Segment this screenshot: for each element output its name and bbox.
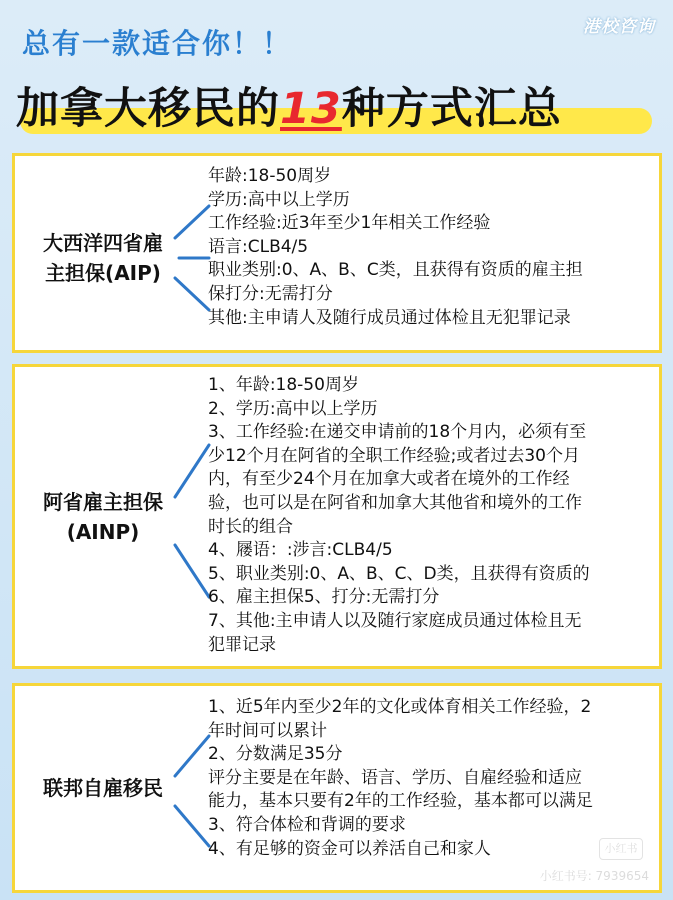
detail-line: 犯罪记录 xyxy=(208,634,276,655)
detail-line: 4、屦语：:涉言:CLB4/5 xyxy=(208,540,393,561)
card-details xyxy=(208,374,590,657)
card-label-line: (AINP) xyxy=(66,520,140,544)
detail-line: 职业类别:0、A、B、C类，且获得有资质的雇主担 xyxy=(208,260,583,281)
card-label xyxy=(23,487,183,547)
detail-line: 内，有至少24个月在加拿大或者在境外的工作经 xyxy=(208,469,570,490)
detail-line: 评分主要是在年龄、语言、学历、自雇经验和适应 xyxy=(208,767,582,788)
detail-line: 3、符合体检和背调的要求 xyxy=(208,814,406,835)
detail-line: 1、年龄:18-50周岁 xyxy=(208,375,359,395)
detail-line: 年时间可以累计 xyxy=(208,720,327,741)
detail-line: 7、其他:主申请人以及随行家庭成员通过体检且无 xyxy=(208,610,582,631)
title-after: 种方式汇总 xyxy=(341,84,562,134)
bracket-icon xyxy=(173,202,213,314)
detail-line: 年龄:18-50周岁 xyxy=(208,166,332,186)
card-aip xyxy=(12,153,662,353)
card-label xyxy=(23,773,183,803)
detail-line: 2、学历:高中以上学历 xyxy=(208,398,378,419)
detail-line: 3、工作经验:在递交申请前的18个月内，必须有至 xyxy=(208,422,587,443)
card-ainp xyxy=(12,364,662,669)
bracket-icon xyxy=(173,441,213,601)
page-title xyxy=(16,80,562,138)
detail-line: 少12个月在阿省的全职工作经验;或者过去30个月 xyxy=(208,445,580,466)
watermark-logo: 小红书 xyxy=(599,838,643,860)
bracket-icon xyxy=(173,732,213,850)
card-label-line: 阿省雇主担保 xyxy=(43,490,163,514)
card-label-line: 主担保(AIP) xyxy=(45,261,161,285)
detail-line: 时长的组合 xyxy=(208,516,293,537)
detail-line: 验，也可以是在阿省和加拿大其他省和境外的工作 xyxy=(208,492,582,513)
card-federal-self-employed xyxy=(12,683,662,893)
detail-line: 工作经验:近3年至少1年相关工作经验 xyxy=(208,213,491,234)
title-before: 加拿大移民的 xyxy=(16,84,280,134)
card-label-line: 联邦自雇移民 xyxy=(43,776,163,800)
watermark-id: 小红书号: 7939654 xyxy=(539,869,649,883)
detail-line: 保打分:无需打分 xyxy=(208,283,333,304)
title-number: 13 xyxy=(280,84,342,134)
detail-line: 其他:主申请人及随行成员通过体检且无犯罪记录 xyxy=(208,307,571,328)
card-details xyxy=(208,165,583,330)
card-label xyxy=(23,228,183,288)
detail-line: 5、职业类别:0、A、B、C、D类，且获得有资质的 xyxy=(208,563,590,584)
detail-line: 1、近5年内至少2年的文化或体育相关工作经验，2 xyxy=(208,697,592,717)
card-details xyxy=(208,696,593,861)
subtitle: 总有一款适合你！！ xyxy=(22,27,293,60)
brand-logo: 港校咨询 xyxy=(583,17,655,37)
detail-line: 语言:CLB4/5 xyxy=(208,236,309,257)
card-label-line: 大西洋四省雇 xyxy=(43,231,163,255)
detail-line: 4、有足够的资金可以养活自己和家人 xyxy=(208,838,491,859)
detail-line: 6、雇主担保5、打分:无需打分 xyxy=(208,587,440,608)
detail-line: 2、分数满足35分 xyxy=(208,744,343,765)
detail-line: 能力，基本只要有2年的工作经验，基本都可以满足 xyxy=(208,791,593,812)
title-block xyxy=(16,80,656,140)
detail-line: 学历:高中以上学历 xyxy=(208,189,350,210)
